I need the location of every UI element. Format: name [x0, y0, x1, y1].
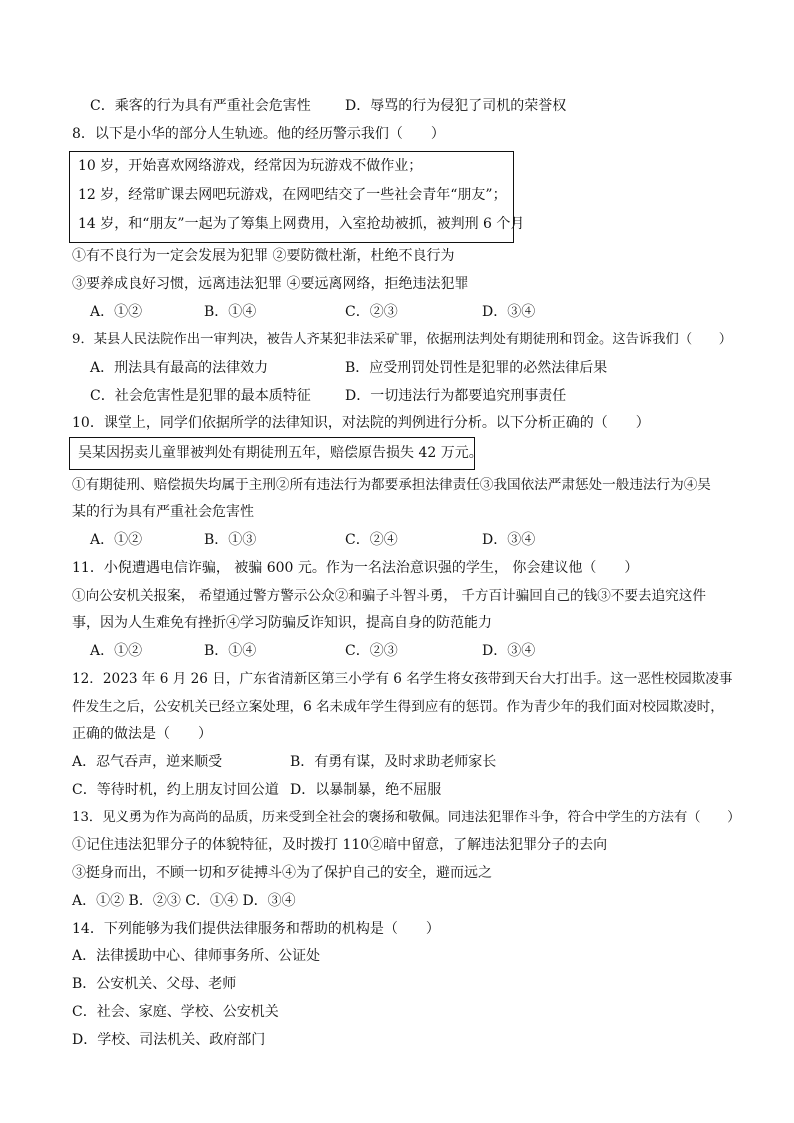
q8-option-b: B．①④ [204, 304, 257, 320]
q11-items-line-1: ①向公安机关报案， 希望通过警方警示公众②和骗子斗智斗勇， 千方百计骗回自己的钱③不要去追究这件 [72, 588, 706, 604]
q12-option-b: B．有勇有谋，及时求助老师家长 [290, 754, 497, 770]
q10-option-d: D．③④ [482, 532, 536, 548]
q10-case-text: 吴某因拐卖儿童罪被判处有期徒刑五年，赔偿原告损失 42 万元。 [78, 445, 483, 461]
q9-option-b: B．应受刑罚处罚性是犯罪的必然法律后果 [345, 360, 608, 376]
q9-option-c: C．社会危害性是犯罪的最本质特征 [90, 388, 311, 404]
q11-option-a: A．①② [90, 643, 143, 659]
q13-stem: 13．见义勇为作为高尚的品质，历来受到全社会的褒扬和敬佩。同违法犯罪作斗争，符合中学生的方法有（ ） [72, 810, 741, 825]
q10-items-line-2: 某的行为具有严重社会危害性 [72, 504, 254, 520]
q8-case-box [69, 151, 525, 243]
q12-option-d: D．以暴制暴，绝不屈服 [290, 782, 442, 798]
q14-option-a: A．法律援助中心、律师事务所、公证处 [72, 948, 321, 964]
q8-case-line-2: 12 岁，经常旷课去网吧玩游戏，在网吧结交了一些社会青年“朋友”； [78, 187, 507, 203]
q12-stem-line-1: 12．2023 年 6 月 26 日，广东省清新区第三小学有 6 名学生将女孩带到天台大打出手。这一恶性校园欺凌事 [72, 671, 733, 687]
q12-stem-line-3: 正确的做法是（ ） [72, 726, 212, 742]
q13-items-line-1: ①记住违法犯罪分子的体貌特征，及时拨打 110②暗中留意，了解违法犯罪分子的去向 [72, 837, 608, 853]
q7-option-d: D．辱骂的行为侵犯了司机的荣誉权 [345, 98, 567, 114]
q13-options: A．①② B．②③ C．①④ D．③④ [72, 893, 296, 909]
q12-option-a: A．忍气吞声，逆来顺受 [72, 754, 223, 770]
q10-option-b: B．①③ [204, 532, 257, 548]
q8-items-line-2: ③要养成良好习惯，远离违法犯罪 ④要远离网络，拒绝违法犯罪 [72, 276, 469, 292]
q8-option-c: C．②③ [345, 304, 398, 320]
q13-items-line-2: ③挺身而出，不顾一切和歹徒搏斗④为了保护自己的安全，避而远之 [72, 865, 492, 881]
q8-option-a: A．①② [90, 304, 143, 320]
q10-items-line-1: ①有期徒刑、赔偿损失均属于主刑②所有违法行为都要承担法律责任③我国依法严肃惩处一般违法行为④吴 [72, 477, 711, 493]
q9-stem: 9．某县人民法院作出一审判决，被告人齐某犯非法采矿罪，依据刑法判处有期徒刑和罚金。这告诉我们（ ） [72, 332, 733, 347]
q11-option-b: B．①④ [204, 643, 257, 659]
q10-option-c: C．②④ [345, 532, 398, 548]
q9-option-d: D．一切违法行为都要追究刑事责任 [345, 388, 567, 404]
q8-items-line-1: ①有不良行为一定会发展为犯罪 ②要防微杜渐，杜绝不良行为 [72, 248, 455, 264]
q11-option-d: D．③④ [482, 643, 536, 659]
q8-case-line-1: 10 岁，开始喜欢网络游戏，经常因为玩游戏不做作业； [78, 158, 423, 174]
q8-option-d: D．③④ [482, 304, 536, 320]
q12-stem-line-2: 件发生之后，公安机关已经立案处理，6 名未成年学生得到应有的惩罚。作为青少年的我们面对校园欺凌时， [72, 699, 724, 715]
q8-case-line-3: 14 岁，和“朋友”一起为了筹集上网费用，入室抢劫被抓，被判刑 6 个月 [78, 216, 525, 232]
q10-stem: 10．课堂上，同学们依据所学的法律知识，对法院的判例进行分析。以下分析正确的（ ） [72, 415, 650, 431]
q11-option-c: C．②③ [345, 643, 398, 659]
q7-option-c: C．乘客的行为具有严重社会危害性 [90, 98, 311, 114]
q12-option-c: C．等待时机，约上朋友讨回公道 [72, 782, 279, 798]
q9-option-a: A．刑法具有最高的法律效力 [90, 360, 269, 376]
q10-case-box [69, 437, 483, 470]
q11-stem: 11．小倪遭遇电信诈骗， 被骗 600 元。作为一名法治意识强的学生， 你会建议他（ ） [72, 560, 639, 576]
q10-option-a: A．①② [90, 532, 143, 548]
q14-option-d: D．学校、司法机关、政府部门 [72, 1032, 266, 1048]
q8-stem: 8．以下是小华的部分人生轨迹。他的经历警示我们（ ） [72, 126, 445, 142]
q14-stem: 14．下列能够为我们提供法律服务和帮助的机构是（ ） [72, 921, 440, 937]
q14-option-c: C．社会、家庭、学校、公安机关 [72, 1004, 279, 1020]
q14-option-b: B．公安机关、父母、老师 [72, 976, 237, 992]
q11-items-line-2: 事，因为人生难免有挫折④学习防骗反诈知识，提高自身的防范能力 [72, 615, 492, 631]
